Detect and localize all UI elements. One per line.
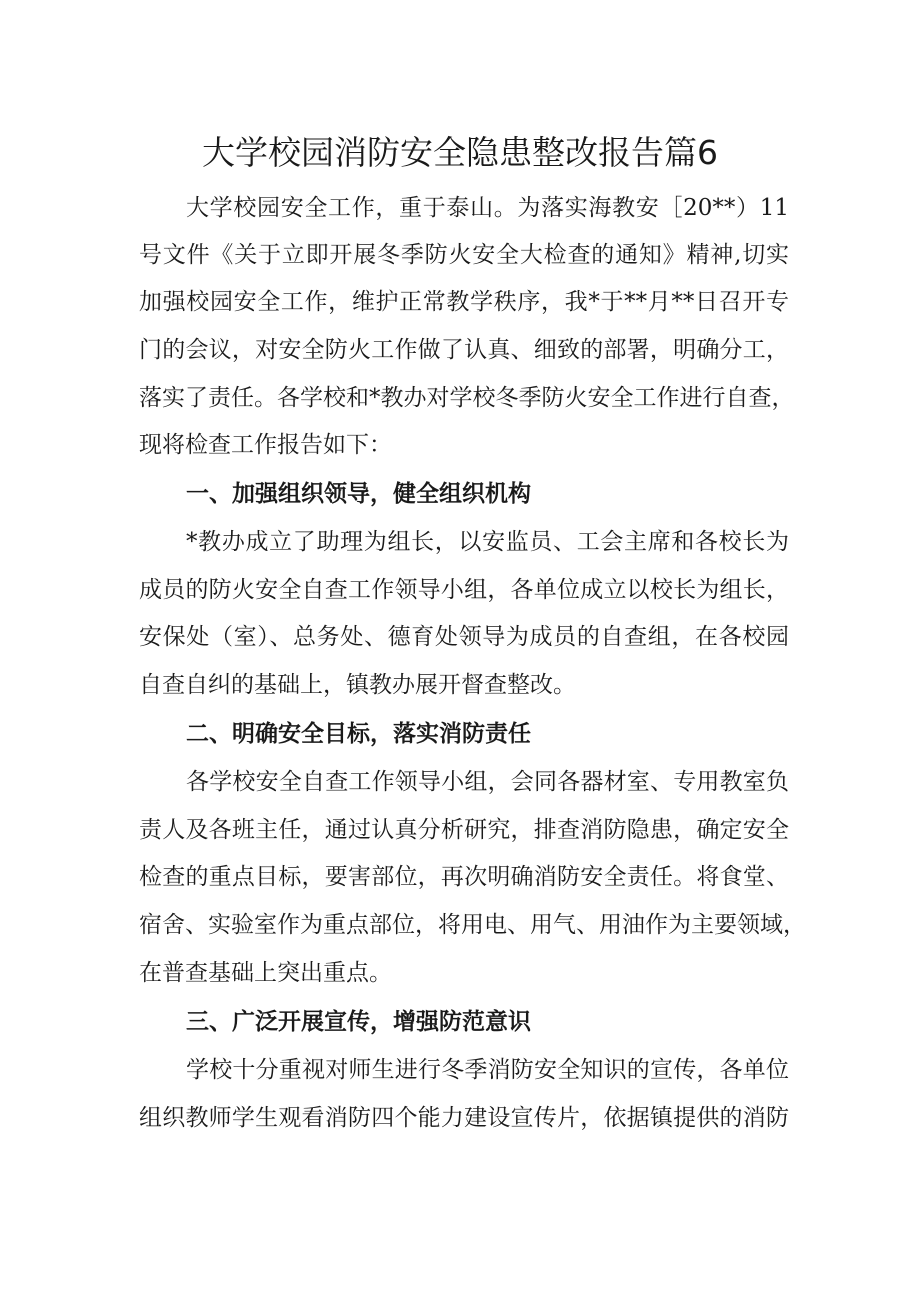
paragraph-line: 加强校园安全工作，维护正常教学秩序，我*于**月**日召开专 [139, 289, 789, 315]
paragraph-line: 门的会议，对安全防火工作做了认真、细致的部署，明确分工， [139, 337, 789, 363]
paragraph-line: 在普查基础上突出重点。 [139, 960, 392, 986]
paragraph-line: 号文件《关于立即开展冬季防火安全大检查的通知》精神,切实 [139, 242, 789, 268]
paragraph-line: 成员的防火安全自查工作领导小组，各单位成立以校长为组长， [139, 577, 789, 603]
section-heading: 二、明确安全目标，落实消防责任 [186, 721, 531, 747]
paragraph-line: 检查的重点目标，要害部位，再次明确消防安全责任。将食堂、 [139, 864, 789, 890]
section-heading: 三、广泛开展宣传，增强防范意识 [186, 1009, 531, 1035]
document-title: 大学校园消防安全隐患整改报告篇6 [202, 133, 718, 172]
paragraph-line: 学校十分重视对师生进行冬季消防安全知识的宣传，各单位 [186, 1057, 789, 1083]
paragraph-line: *教办成立了助理为组长，以安监员、工会主席和各校长为 [186, 529, 789, 555]
paragraph-line: 自查自纠的基础上，镇教办展开督查整改。 [139, 672, 576, 698]
paragraph-line: 责人及各班主任，通过认真分析研究，排查消防隐患，确定安全 [139, 817, 789, 843]
paragraph-line: 各学校安全自查工作领导小组，会同各器材室、专用教室负 [186, 769, 789, 795]
section-heading: 一、加强组织领导，健全组织机构 [186, 481, 531, 507]
paragraph-line: 落实了责任。各学校和*教办对学校冬季防火安全工作进行自查， [139, 385, 795, 411]
paragraph-line: 安保处（室）、总务处、德育处领导为成员的自查组，在各校园 [139, 624, 789, 650]
paragraph-line: 组织教师学生观看消防四个能力建设宣传片，依据镇提供的消防 [139, 1105, 789, 1131]
paragraph-line: 现将检查工作报告如下： [139, 432, 392, 458]
paragraph-line: 宿舍、实验室作为重点部位，将用电、用气、用油作为主要领域， [139, 912, 806, 938]
paragraph-line: 大学校园安全工作，重于泰山。为落实海教安［20**）11 [186, 195, 789, 221]
